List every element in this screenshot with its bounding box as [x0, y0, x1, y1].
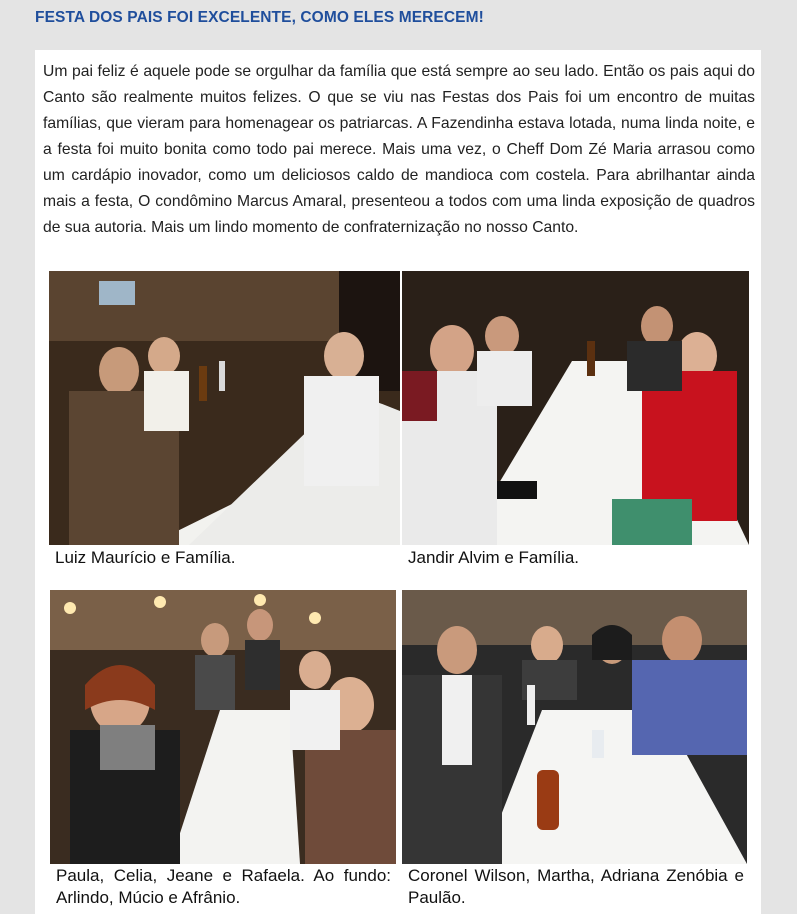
- photo-paula-celia-jeane-rafaela: [50, 590, 396, 864]
- photo-caption-4: Coronel Wilson, Martha, Adriana Zenóbia e Paulão.: [408, 866, 744, 907]
- photo-jandir-alvim-family: [402, 271, 749, 545]
- photo-luiz-mauricio-family: [49, 271, 400, 545]
- photo-caption-2: Jandir Alvim e Família.: [408, 548, 579, 567]
- photo-coronel-wilson-group: [402, 590, 747, 864]
- article-body: Um pai feliz é aquele pode se orgulhar da família que está sempre ao seu lado. Então os pais aqui do Canto são realmente muitos felizes. O que se viu nas Festas dos Pais foi um encontro de muitas famílias, que vieram para homenagear os patriarcas. A Fazendinha estava lotada, numa linda noite, e a festa foi muito bonita como todo pai merece. Mais uma vez, o Cheff Dom Zé Maria arrasou como um cardápio inovador, como um deliciosos caldo de mandioca com costela. Para abrilhantar ainda mais a festa, O condômino Marcus Amaral, presenteou a todos com uma linda exposição de quadros de sua autoria. Mais um lindo momento de confraternização no nosso Canto.: [43, 63, 755, 236]
- photo-caption-3: Paula, Celia, Jeane e Rafaela. Ao fundo: Arlindo, Múcio e Afrânio.: [56, 866, 391, 907]
- article-title: FESTA DOS PAIS FOI EXCELENTE, COMO ELES MERECEM!: [35, 9, 484, 26]
- photo-caption-1: Luiz Maurício e Família.: [55, 548, 236, 567]
- article-panel: [35, 50, 761, 914]
